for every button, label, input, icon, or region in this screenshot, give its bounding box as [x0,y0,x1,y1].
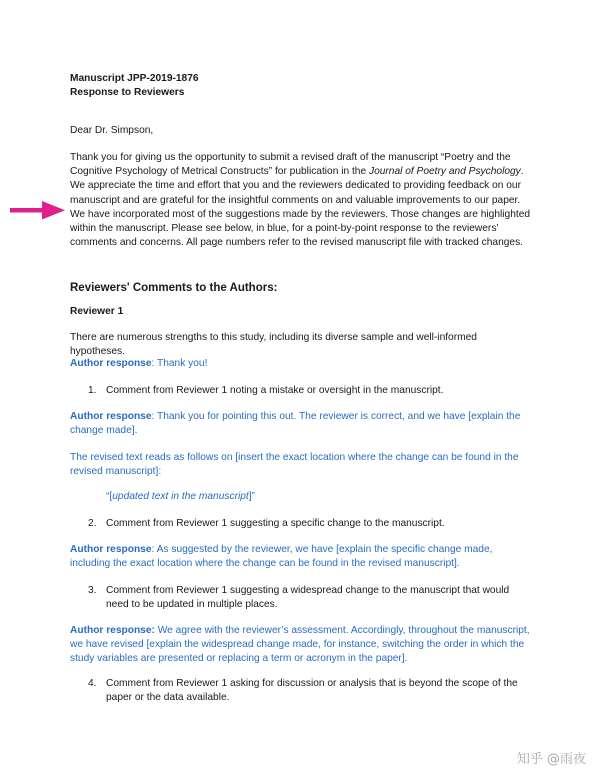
comment-item: Comment from Reviewer 1 suggesting a specific change to the manuscript. [106,518,445,529]
response-text: We agree with the reviewer’s assessment. Accordingly, throughout the manuscript, we have revised [explain the widespread change made, for instance, switching the order in which the study variables are presented or replacing a term or acronym in the paper]. [70,625,530,665]
document-subtitle: Response to Reviewers [70,87,185,98]
response-label: Author response [70,411,152,422]
response-label: Author response: [70,625,155,636]
reviewer-heading: Reviewer 1 [70,306,124,317]
manuscript-id: Manuscript JPP-2019-1876 [70,73,199,84]
comment-item: Comment from Reviewer 1 noting a mistake or oversight in the manuscript. [106,385,444,396]
section-heading: Reviewers' Comments to the Authors: [70,282,278,294]
comment-number: 2. [88,518,97,529]
intro-text-2: . We appreciate the time and effort that you and the reviewers dedicated to providing feedback on our manuscript and are grateful for the insightful comments on and valuable improvements to our paper. We have incorporated most of the suggestions made by the reviewers. Those changes are highlighted within the manuscript. Please see below, in blue, for a point-by-point response to the reviewers’ comments and concerns. All page numbers refer to the revised manuscript file with tracked changes. [70,166,531,249]
comment-number: 4. [88,678,97,689]
comment-item: Comment from Reviewer 1 suggesting a widespread change to the manuscript that would need to be updated in multiple places. [106,585,510,610]
comment-item: Comment from Reviewer 1 asking for discussion or analysis that is beyond the scope of the paper or the data available. [106,678,518,703]
intro-text-1: Thank you for giving us the opportunity to submit a revised draft of the manuscript “Poetry and the Cognitive Psychology of Metrical Constructs” for publication in the [70,152,511,178]
author-response-0: Author response: Thank you! [70,358,208,369]
comment-number: 3. [88,585,97,596]
response-text: As suggested by the reviewer, we have [explain the specific change made, including the exact location where the change can be found in the revised manuscript]. [70,544,493,570]
updated-text-quote: “[updated text in the manuscript]” [106,491,255,502]
reviewer-intro: There are numerous strengths to this study, including its diverse sample and well-informed hypotheses. [70,332,477,358]
response-label: Author response [70,544,152,555]
response-text: Thank you! [157,358,208,369]
greeting: Dear Dr. Simpson, [70,125,154,136]
journal-name: Journal of Poetry and Psychology [368,166,521,178]
comment-number: 1. [88,385,97,396]
highlight-arrow-icon [10,200,66,220]
response-label: Author response [70,358,152,369]
author-response-3 [70,624,532,667]
watermark: 知乎 @雨夜 [516,752,586,767]
author-response-1: Author response: Thank you for pointing this out. The reviewer is correct, and we have [explain the change made]. [70,411,521,437]
response-text: Thank you for pointing this out. The reviewer is correct, and we have [explain the change made]. [70,411,521,437]
author-response-2: Author response: As suggested by the reviewer, we have [explain the specific change made, including the exact location where the change can be found in the revised manuscript]. [70,544,493,570]
updated-text: updated text in the manuscript [112,491,249,502]
intro-paragraph [70,151,532,250]
revised-text-note: The revised text reads as follows on [insert the exact location where the change can be found in the revised manuscript]: [70,452,519,478]
